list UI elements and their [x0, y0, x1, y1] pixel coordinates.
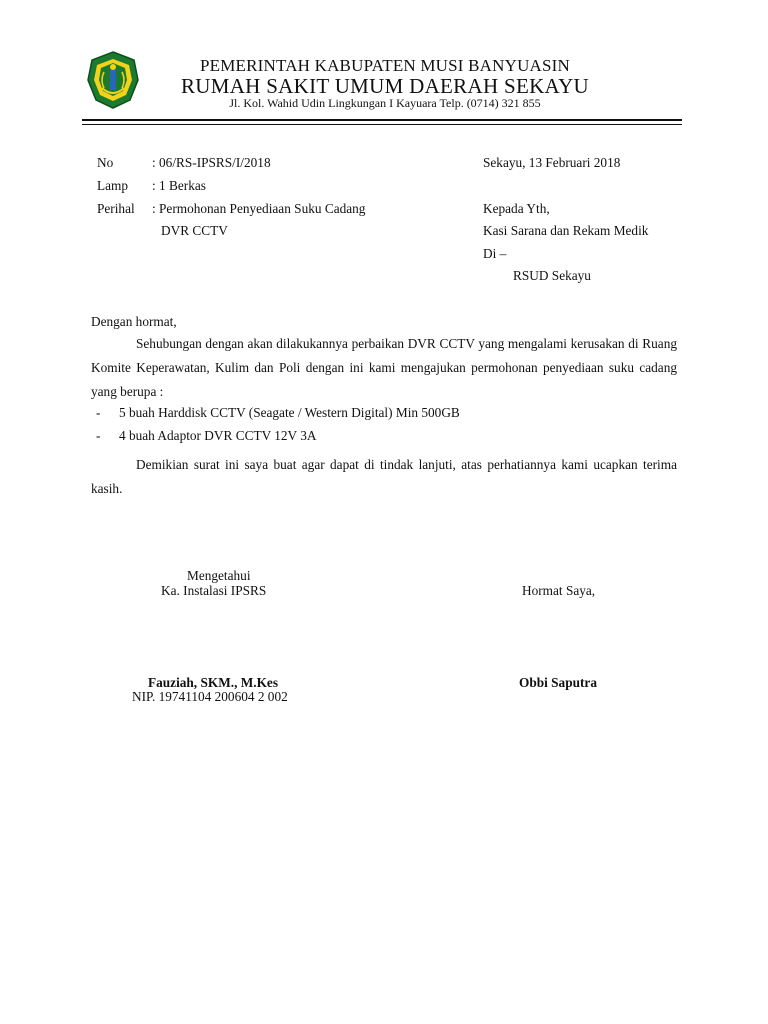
body-paragraph-1-text: Sehubungan dengan akan dilakukannya perbaikan DVR CCTV yang mengalami kerusakan di Ruang Komite Keperawatan, Kulim dan Poli dengan ini kami mengajukan permohonan penyediaan suku cadang yang berupa : — [91, 336, 677, 399]
recipient-line-2: Kasi Sarana dan Rekam Medik — [483, 223, 649, 238]
list-bullet: - — [96, 405, 101, 420]
sign-left-acknowledge: Mengetahui — [187, 568, 251, 583]
body-paragraph-1 — [91, 332, 677, 404]
sign-left-position: Ka. Instalasi IPSRS — [161, 583, 267, 598]
perihal-value: : Permohonan Penyediaan Suku Cadang — [152, 201, 366, 216]
lamp-label: Lamp — [97, 178, 129, 193]
recipient-line-1: Kepada Yth, — [483, 201, 550, 216]
letterhead-government: PEMERINTAH KABUPATEN MUSI BANYUASIN — [199, 56, 571, 75]
sign-right-regards: Hormat Saya, — [522, 583, 596, 598]
list-bullet: - — [96, 428, 101, 443]
perihal-value-continued: DVR CCTV — [161, 223, 228, 238]
letterhead-rule-thick — [82, 119, 682, 121]
perihal-label: Perihal — [97, 201, 135, 216]
letterhead-hospital-name: RUMAH SAKIT UMUM DAERAH SEKAYU — [180, 74, 590, 98]
letterhead-rule-thin — [82, 124, 682, 125]
lamp-value: : 1 Berkas — [152, 178, 206, 193]
letterhead-address: Jl. Kol. Wahid Udin Lingkungan I Kayuara Telp. (0714) 321 855 — [229, 96, 541, 110]
no-label: No — [97, 155, 114, 170]
sign-right-name: Obbi Saputra — [519, 675, 597, 690]
sign-left-name: Fauziah, SKM., M.Kes — [148, 675, 279, 690]
list-item-harddisk: 5 buah Harddisk CCTV (Seagate / Western Digital) Min 500GB — [119, 405, 460, 420]
regency-emblem-logo — [84, 50, 142, 110]
greeting: Dengan hormat, — [91, 314, 177, 329]
closing-paragraph-text: Demikian surat ini saya buat agar dapat di tindak lanjuti, atas perhatiannya kami ucapkan terima kasih. — [91, 457, 677, 496]
recipient-line-3: Di – — [483, 246, 507, 261]
letter-date: Sekayu, 13 Februari 2018 — [483, 155, 621, 170]
list-item-adaptor: 4 buah Adaptor DVR CCTV 12V 3A — [119, 428, 317, 443]
recipient-line-4: RSUD Sekayu — [513, 268, 591, 283]
closing-paragraph — [91, 453, 677, 501]
sign-left-nip: NIP. 19741104 200604 2 002 — [132, 689, 288, 704]
no-value: : 06/RS-IPSRS/I/2018 — [152, 155, 271, 170]
